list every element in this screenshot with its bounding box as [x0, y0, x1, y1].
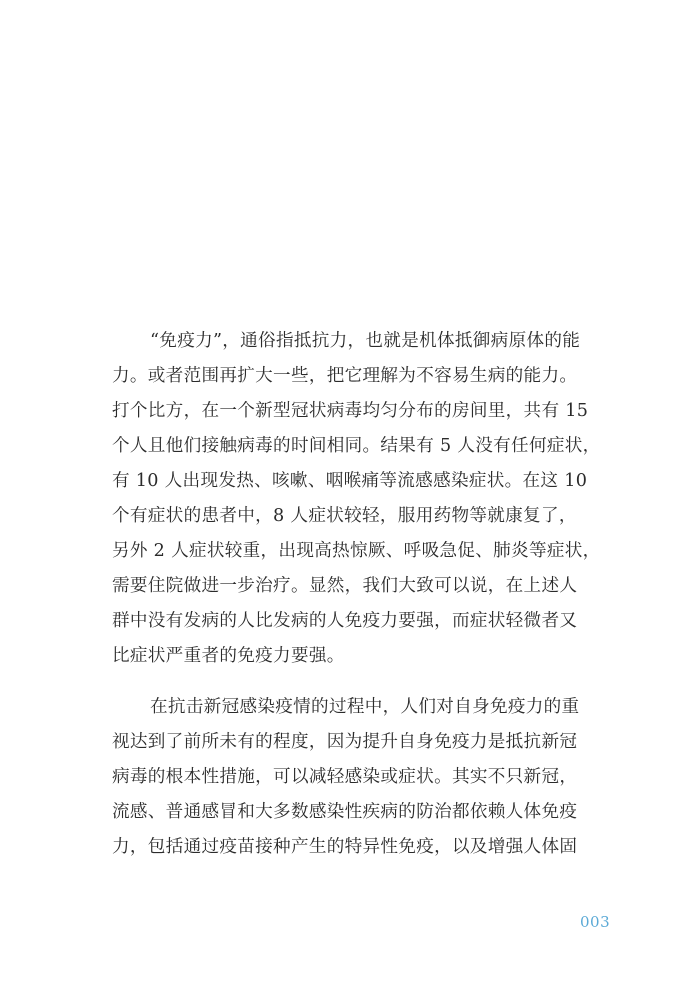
text-line: 在抗击新冠感染疫情的过程中，人们对自身免疫力的重 [150, 697, 580, 717]
text-line: 个有症状的患者中，8 人症状较轻，服用药物等就康复了， [112, 506, 577, 526]
text-line: 病毒的根本性措施，可以减轻感染或症状。其实不只新冠， [112, 767, 578, 787]
text-line: 个人且他们接触病毒的时间相同。结果有 5 人没有任何症状， [112, 436, 601, 456]
text-line: 力，包括通过疫苗接种产生的特异性免疫，以及增强人体固 [112, 837, 578, 857]
text-line: “免疫力”，通俗指抵抗力，也就是机体抵御病原体的能 [150, 331, 581, 351]
text-line: 流感、普通感冒和大多数感染性疾病的防治都依赖人体免疫 [112, 802, 578, 822]
text-line: 群中没有发病的人比发病的人免疫力要强，而症状轻微者又 [112, 611, 578, 631]
paragraph-2 [112, 690, 608, 865]
text-line: 另外 2 人症状较重，出现高热惊厥、呼吸急促、肺炎等症状， [112, 541, 601, 561]
paragraph-1 [112, 324, 608, 674]
body-text [112, 324, 608, 865]
text-line: 打个比方，在一个新型冠状病毒均匀分布的房间里，共有 15 [112, 401, 589, 421]
page-number: 003 [580, 913, 611, 931]
text-line: 力。或者范围再扩大一些，把它理解为不容易生病的能力。 [112, 366, 578, 386]
text-line: 比症状严重者的免疫力要强。 [112, 646, 345, 666]
text-line: 视达到了前所未有的程度，因为提升自身免疫力是抵抗新冠 [112, 732, 578, 752]
text-line: 需要住院做进一步治疗。显然，我们大致可以说，在上述人 [112, 576, 578, 596]
text-line: 有 10 人出现发热、咳嗽、咽喉痛等流感感染症状。在这 10 [112, 471, 588, 491]
